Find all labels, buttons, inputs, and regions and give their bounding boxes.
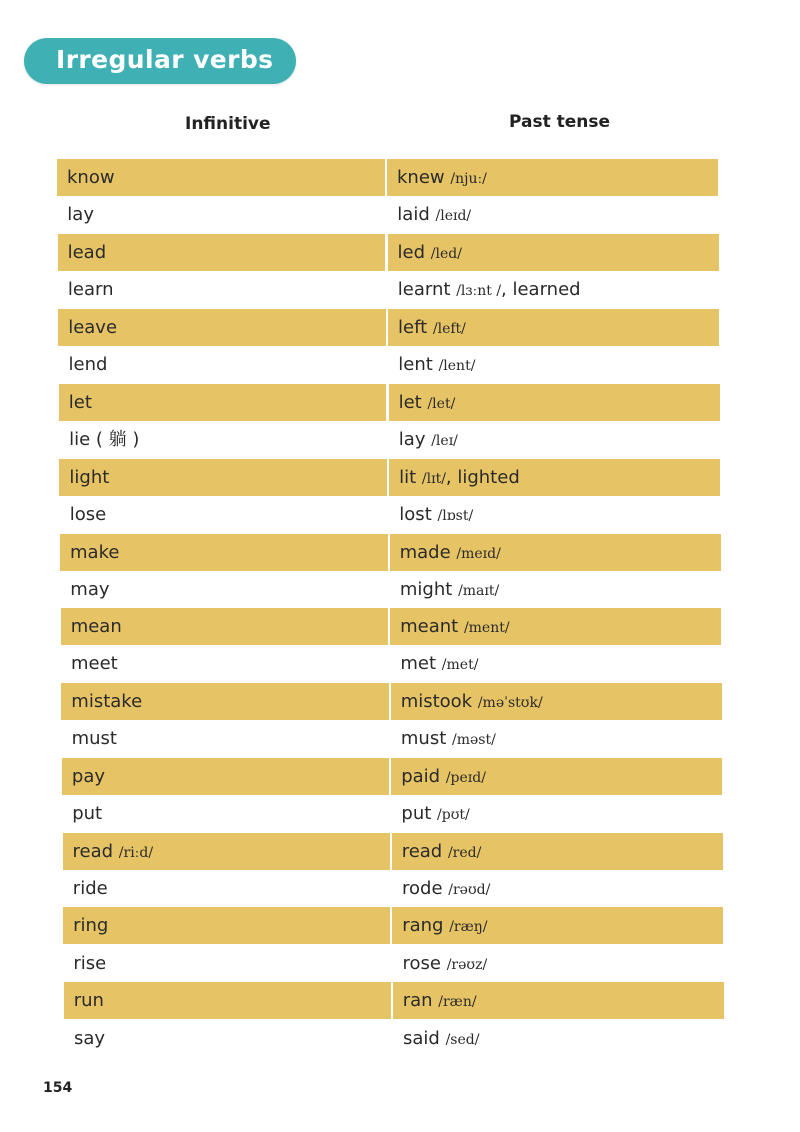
past-tense-cell [392,833,723,870]
infinitive-text: say [74,1027,106,1049]
table-row [0,496,800,533]
infinitive-text: ride [72,878,108,899]
table-row [0,196,800,233]
past-tense-phonetic: /ræn/ [438,994,477,1011]
table-row [0,159,800,196]
infinitive-cell [59,384,387,421]
past-tense-phonetic: /məst/ [452,732,496,749]
infinitive-cell [61,608,389,645]
table-row [0,833,800,870]
past-tense-phonetic: /met/ [441,657,479,674]
past-tense-phonetic: /let/ [427,395,456,412]
table-row [0,608,800,645]
past-tense-cell [387,159,718,196]
infinitive-cell [61,645,388,682]
infinitive-cell [59,346,387,383]
past-tense-cell [388,271,719,308]
past-tense-text: read [401,840,443,862]
table-row [0,271,800,308]
past-tense-cell [388,309,719,346]
past-tense-cell [390,608,721,645]
table-row [0,1020,800,1057]
past-tense-phonetic: /meɪd/ [456,545,501,562]
infinitive-cell [60,534,388,571]
past-tense-phonetic: /njuː/ [450,171,487,187]
page-number: 154 [43,1080,73,1096]
infinitive-cell [63,833,390,870]
past-tense-cell [388,346,719,383]
past-tense-text: put [401,803,432,825]
past-tense-phonetic: /rəʊd/ [448,882,491,898]
infinitive-text: lose [69,504,107,526]
past-tense-text: left [398,316,428,338]
past-tense-text: lent [398,354,433,376]
table-row [0,945,800,982]
infinitive-cell [57,159,385,196]
past-tense-text: rose [402,952,441,974]
infinitive-cell [58,271,386,308]
infinitive-cell [61,683,388,720]
infinitive-text: lie ( 躺 ) [69,429,140,451]
infinitive-cell [64,982,391,1019]
table-row [0,459,800,496]
infinitive-phonetic: /riːd/ [118,844,154,861]
infinitive-text: make [70,541,120,563]
past-tense-text: led [397,241,426,263]
table-row [0,571,800,608]
past-tense-phonetic: /led/ [430,245,462,262]
past-tense-cell [389,496,720,533]
past-tense-cell [391,795,722,832]
infinitive-text: put [72,803,103,825]
past-tense-text: said [403,1027,440,1049]
infinitive-cell [62,720,389,757]
infinitive-cell [58,309,386,346]
past-tense-cell [391,683,722,720]
infinitive-text: rise [73,952,107,974]
past-tense-phonetic: /sed/ [445,1031,480,1048]
table-row [0,534,800,571]
infinitive-cell [60,496,388,533]
infinitive-cell [62,795,389,832]
past-tense-alternative: , learned [501,279,581,301]
past-tense-text: laid [397,204,430,226]
past-tense-phonetic: /məˈstʊk/ [477,694,543,711]
past-tense-text: let [398,391,422,413]
past-tense-phonetic: /ment/ [463,620,510,637]
past-tense-text: must [400,728,447,750]
infinitive-cell [64,1020,391,1057]
table-row [0,346,800,383]
table-row [0,234,800,271]
past-tense-cell [390,645,721,682]
infinitive-text: mistake [71,690,143,712]
past-tense-cell [388,234,719,271]
infinitive-cell [62,758,389,795]
past-tense-cell [389,421,720,458]
past-tense-phonetic: /maɪt/ [458,583,500,599]
infinitive-text: run [73,990,104,1012]
past-tense-phonetic: /peɪd/ [445,769,486,786]
past-tense-alternative: , lighted [445,466,520,488]
infinitive-cell [63,907,390,944]
infinitive-cell [63,945,390,982]
past-tense-cell [387,196,718,233]
table-row [0,907,800,944]
header-infinitive: Infinitive [185,114,271,134]
past-tense-text: lost [399,504,432,526]
infinitive-text: ring [73,915,109,937]
past-tense-phonetic: /rəʊz/ [446,956,488,973]
past-tense-cell [389,459,720,496]
past-tense-phonetic: /pʊt/ [437,807,470,824]
infinitive-cell [59,459,387,496]
table-row [0,384,800,421]
infinitive-text: may [70,579,110,600]
infinitive-text: know [67,167,115,188]
infinitive-text: pay [71,765,105,787]
infinitive-text: lay [67,204,94,226]
past-tense-cell [391,720,722,757]
past-tense-text: might [399,579,453,600]
past-tense-phonetic: /lɜːnt / [456,283,502,300]
past-tense-text: lit [399,466,417,488]
past-tense-phonetic: /red/ [447,844,482,861]
past-tense-cell [389,384,720,421]
past-tense-text: paid [401,765,441,787]
table-row [0,982,800,1019]
infinitive-cell [59,421,387,458]
infinitive-text: light [69,466,110,488]
past-tense-cell [392,870,723,907]
past-tense-text: ran [402,990,433,1012]
page-title: Irregular verbs [56,45,274,74]
past-tense-cell [390,571,721,608]
past-tense-cell [390,534,721,571]
infinitive-text: learn [67,279,114,301]
table-row [0,683,800,720]
infinitive-text: let [68,391,92,413]
table-row [0,645,800,682]
past-tense-text: meant [400,616,459,638]
past-tense-text: rang [402,915,444,937]
infinitive-text: read [72,840,114,862]
past-tense-text: made [399,541,451,563]
table-row [0,720,800,757]
infinitive-text: must [71,728,117,750]
past-tense-phonetic: /ræŋ/ [449,919,488,936]
infinitive-text: leave [68,316,118,338]
past-tense-cell [392,907,723,944]
past-tense-text: lay [398,429,426,451]
past-tense-phonetic: /lɒst/ [437,508,474,525]
past-tense-cell [393,982,724,1019]
infinitive-cell [60,571,388,608]
past-tense-phonetic: /lent/ [438,358,476,375]
infinitive-text: lend [68,354,108,376]
past-tense-phonetic: /leɪd/ [435,208,472,225]
table-row [0,758,800,795]
infinitive-cell [57,196,385,233]
past-tense-text: met [400,653,437,675]
infinitive-text: meet [71,653,118,675]
infinitive-text: lead [67,241,107,263]
past-tense-text: learnt [397,279,451,301]
past-tense-phonetic: /lɪt/ [421,470,446,487]
infinitive-text: mean [70,616,122,638]
header-past-tense: Past tense [509,112,611,132]
past-tense-cell [393,1020,724,1057]
past-tense-phonetic: /leɪ/ [431,433,458,450]
table-row [0,309,800,346]
infinitive-cell [58,234,386,271]
past-tense-cell [393,945,724,982]
past-tense-text: knew [397,167,445,188]
past-tense-text: mistook [400,690,473,712]
past-tense-phonetic: /left/ [432,320,466,337]
infinitive-cell [63,870,390,907]
table-row [0,421,800,458]
table-row [0,870,800,907]
past-tense-cell [391,758,722,795]
table-row [0,795,800,832]
past-tense-text: rode [402,878,443,899]
